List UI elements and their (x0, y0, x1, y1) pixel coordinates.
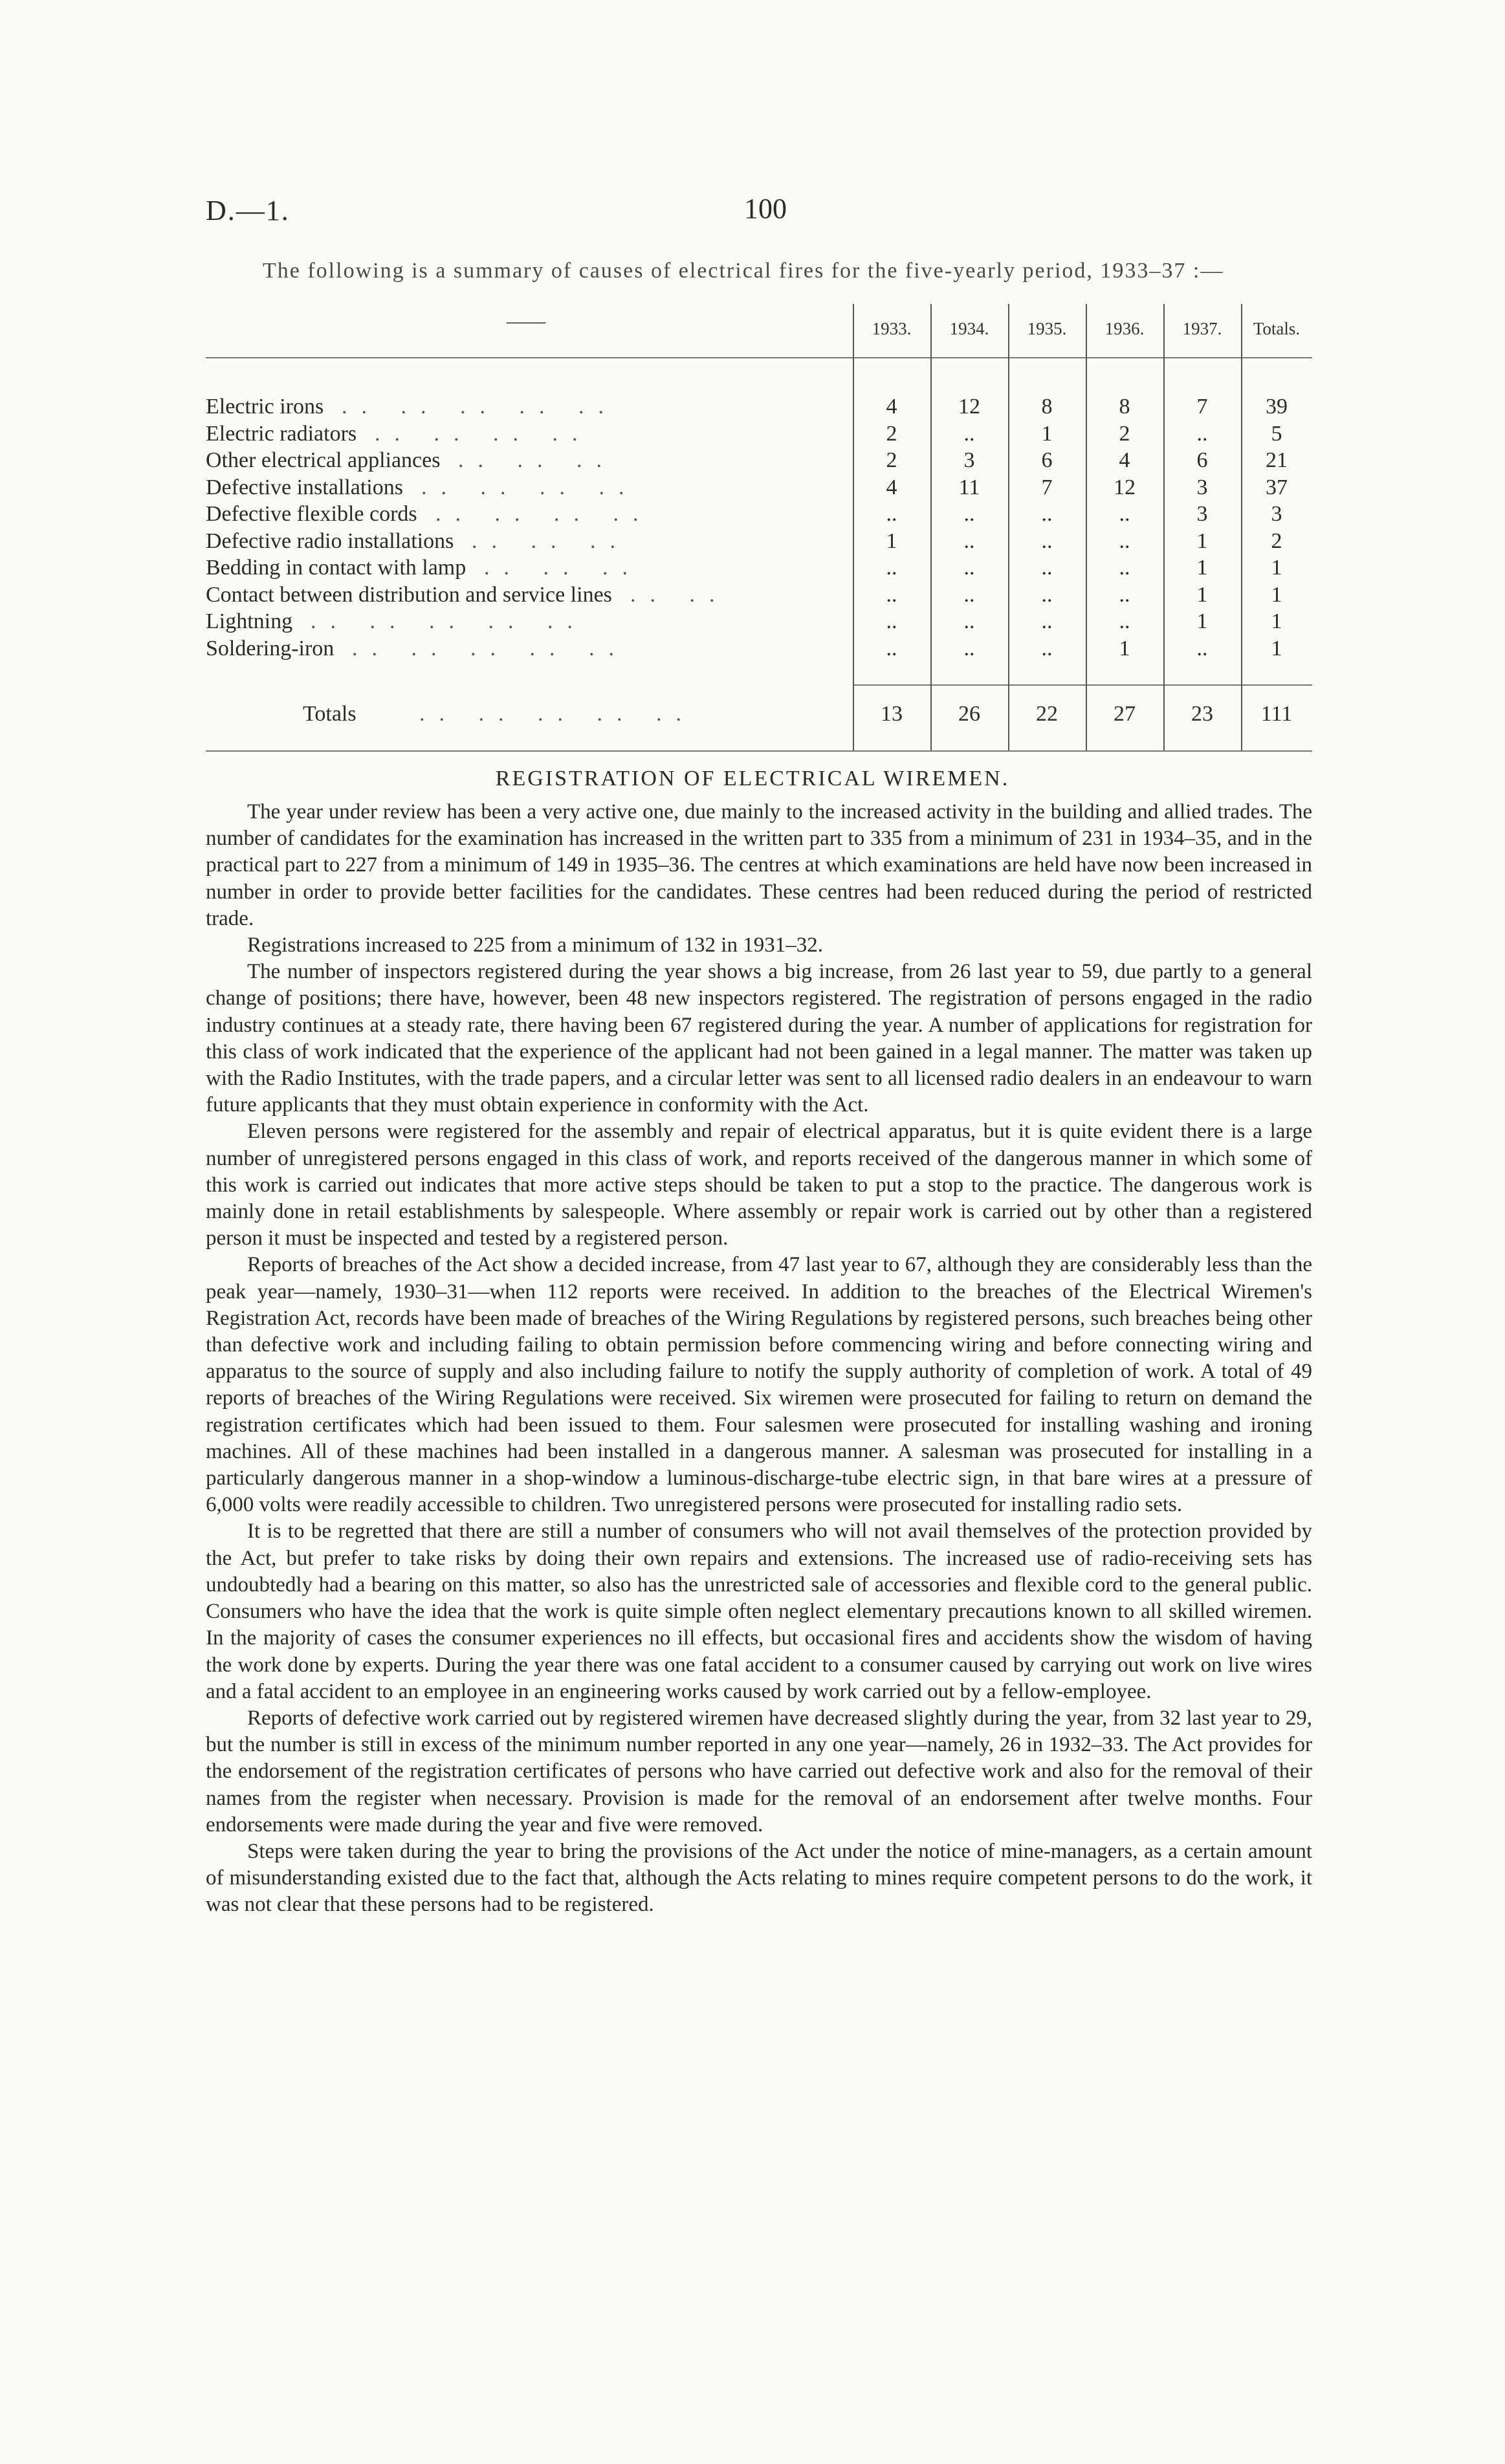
table-row (206, 637, 1312, 664)
row-label: Bedding in contact with lamp (206, 556, 467, 580)
table-cell: 3 (963, 448, 975, 472)
bottom-rule (206, 750, 1312, 752)
row-label: Electric radiators (206, 421, 357, 446)
row-label: Defective radio installations (206, 529, 454, 553)
table-row (206, 422, 1312, 449)
table-row (206, 609, 1312, 637)
table-cell: 7 (1196, 395, 1208, 419)
table-cell: 111 (1260, 702, 1293, 726)
table-row (206, 448, 1312, 475)
dot-leader: .. .. .. .. .. (342, 395, 618, 419)
table-cell: 3 (1196, 502, 1208, 526)
table-cell: 8 (1041, 395, 1053, 419)
table-cell: .. (1041, 556, 1053, 580)
table-cell: 1 (1196, 582, 1208, 607)
table-cell: .. (886, 609, 897, 633)
table-cell: 1 (1119, 636, 1130, 660)
table-row (206, 529, 1312, 556)
column-header: Totals. (1253, 319, 1301, 338)
column-header: 1936. (1104, 319, 1145, 338)
row-label: Contact between distribution and service lines (206, 582, 612, 607)
section-title: REGISTRATION OF ELECTRICAL WIREMEN. (495, 767, 1010, 790)
table-cell: 13 (881, 702, 903, 726)
table-cell: .. (1119, 556, 1130, 580)
table-cell: 8 (1119, 395, 1130, 419)
paragraph: Registrations increased to 225 from a minimum of 132 in 1931–32. (247, 933, 823, 957)
table-cell: .. (1196, 421, 1208, 446)
dot-leader: .. .. .. (458, 448, 616, 472)
row-label: Defective flexible cords (206, 502, 417, 526)
table-cell: .. (1119, 529, 1130, 553)
table-cell: .. (963, 582, 975, 607)
table-cell: .. (1041, 609, 1053, 633)
dot-leader: .. .. .. .. .. (419, 702, 696, 726)
table-cell: 1 (1271, 609, 1282, 633)
table-cell: .. (886, 582, 897, 607)
table-cell: 5 (1271, 421, 1282, 446)
table-row (206, 475, 1312, 503)
table-cell: 2 (886, 448, 897, 472)
paragraph: Steps were taken during the year to bring the provisions of the Act under the notice of mine-managers, as a certain amount of misunderstanding existed due to the fact that, although the Acts relating to mines require competent persons to do the work, it was not clear that these persons had to be registered. (206, 1839, 1312, 1917)
table-cell: 4 (886, 395, 897, 419)
row-label: Other electrical appliances (206, 448, 441, 472)
totals-label: Totals (303, 702, 357, 726)
table-cell: .. (1119, 582, 1130, 607)
dot-leader: .. .. .. (472, 529, 630, 553)
totals-row (206, 702, 1312, 729)
totals-rule (853, 684, 1312, 686)
page-number: 100 (744, 193, 787, 224)
table-cell: 2 (1271, 529, 1282, 553)
table-cell: .. (1041, 529, 1053, 553)
paragraph: Eleven persons were registered for the assembly and repair of electrical apparatus, but it is quite evident there is a large number of unregistered persons engaged in this class of work, and reports received of the dangerous manner in which some of this work is carried out indicates that more active steps should be taken to put a stop to the practice. The dangerous work is mainly done in retail establishments by salespeople. Where assembly or repair work is carried out by other than a registered person it must be inspected and tested by a registered person. (206, 1120, 1312, 1250)
dot-leader: .. .. .. .. .. (352, 636, 628, 660)
table-cell: 23 (1191, 702, 1213, 726)
electrical-fires-table (206, 304, 1312, 757)
table-row (206, 583, 1312, 610)
table-cell: .. (963, 636, 975, 660)
table-cell: 1 (886, 529, 897, 553)
table-row (206, 556, 1312, 583)
table-cell: .. (1119, 502, 1130, 526)
stub-header: —— (507, 311, 545, 332)
table-intro: The following is a summary of causes of electrical fires for the five-yearly period, 1933–37 :— (263, 259, 1224, 283)
table-cell: 4 (886, 475, 897, 499)
table-cell: .. (1119, 609, 1130, 633)
dot-leader: .. .. (630, 582, 729, 607)
table-cell: .. (886, 502, 897, 526)
table-cell: 3 (1271, 502, 1282, 526)
table-cell: .. (963, 609, 975, 633)
table-cell: 6 (1041, 448, 1053, 472)
table-cell: 12 (1114, 475, 1136, 499)
paragraph: It is to be regretted that there are still a number of consumers who will not avail themselves of the protection provided by the Act, but prefer to take risks by doing their own repairs and extensions. The increased use of radio-receiving sets has undoubtedly had a bearing on this matter, so also has the unrestricted sale of accessories and flexible cord to the general public. Consumers who have the idea that the work is quite simple often neglect elementary precautions known to all skilled wiremen. In the majority of cases the consumer experiences no ill effects, but occasional fires and accidents show the wisdom of having the work done by experts. During the year there was one fatal accident to a consumer caused by carrying out work on live wires and a fatal accident to an employee in an engineering works caused by work carried out by a fellow-employee. (206, 1520, 1312, 1703)
table-cell: 22 (1036, 702, 1058, 726)
table-cell: 21 (1266, 448, 1288, 472)
table-cell: 1 (1196, 529, 1208, 553)
section-body (206, 799, 1312, 1919)
table-cell: 37 (1266, 475, 1288, 499)
dot-leader: .. .. .. .. (421, 475, 639, 499)
header-rule (206, 357, 1312, 358)
table-cell: 39 (1266, 395, 1288, 419)
row-label: Lightning (206, 609, 293, 633)
table-cell: 4 (1119, 448, 1130, 472)
table-cell: 3 (1196, 475, 1208, 499)
table-cell: .. (963, 556, 975, 580)
table-row (206, 502, 1312, 529)
table-cell: .. (963, 502, 975, 526)
table-cell: 2 (886, 421, 897, 446)
column-header: 1937. (1182, 319, 1222, 338)
paragraph: Reports of defective work carried out by registered wiremen have decreased slightly during the year, from 32 last year to 29, but the number is still in excess of the minimum number reported in any one year—namely, 26 in 1932–33. The Act provides for the endorsement of the registration certificates of persons who have carried out defective work and also for the removal of their names from the register when necessary. Provision is made for the removal of an endorsement after twelve months. Four endorsements were made during the year and five were removed. (206, 1706, 1312, 1837)
table-row (206, 395, 1312, 422)
table-cell: 1 (1196, 609, 1208, 633)
paragraph: The number of inspectors registered during the year shows a big increase, from 26 last year to 59, due partly to a general change of positions; there have, however, been 48 new inspectors registered. The registration of persons engaged in the radio industry continues at a steady rate, there having been 67 registered during the year. A number of applications for registration for this class of work indicated that the experience of the applicant had not been gained in a legal manner. The matter was taken up with the Radio Institutes, with the trade papers, and a circular letter was sent to all licensed radio dealers in an endeavour to warn future applicants that they must obtain experience in conformity with the Act. (206, 960, 1312, 1117)
table-cell: 7 (1041, 475, 1053, 499)
table-cell: .. (1041, 636, 1053, 660)
table-cell: 1 (1271, 556, 1282, 580)
row-label: Electric irons (206, 395, 324, 419)
table-cell: .. (1041, 502, 1053, 526)
dot-leader: .. .. .. .. (435, 502, 653, 526)
dot-leader: .. .. .. (484, 556, 642, 580)
dot-leader: .. .. .. .. (375, 421, 592, 446)
table-cell: 1 (1271, 636, 1282, 660)
table-cell: .. (1196, 636, 1208, 660)
table-cell: 1 (1041, 421, 1053, 446)
paragraph: The year under review has been a very active one, due mainly to the increased activity in the building and allied trades. The number of candidates for the examination has increased in the written part to 335 from a minimum of 231 in 1934–35, and in the practical part to 227 from a minimum of 149 in 1935–36. The centres at which examinations are held have now been increased in number in order to provide better facilities for the candidates. These centres had been reduced during the period of restricted trade. (206, 800, 1312, 930)
table-cell: 2 (1119, 421, 1130, 446)
table-cell: 6 (1196, 448, 1208, 472)
column-header: 1934. (949, 319, 989, 338)
document-reference: D.—1. (206, 195, 290, 226)
paragraph: Reports of breaches of the Act show a decided increase, from 47 last year to 67, although they are considerably less than the peak year—namely, 1930–31—when 112 reports were received. In addition to the breaches of the Electrical Wiremen's Registration Act, records have been made of breaches of the Wiring Regulations by registered persons, such breaches being other than defective work and including failing to obtain permission before commencing wiring and before connecting wiring and apparatus to the source of supply and also including failure to notify the supply authority of completion of work. A total of 49 reports of breaches of the Wiring Regulations were received. Six wiremen were prosecuted for failing to return on demand the registration certificates which had been issued to them. Four salesmen were prosecuted for installing washing and ironing machines. All of these machines had been installed in a dangerous manner. A salesman was prosecuted for installing in a particularly dangerous manner in a shop-window a luminous-discharge-tube electric sign, in that bare wires at a pressure of 6,000 volts were readily accessible to children. Two unregistered persons were prosecuted for installing radio sets. (206, 1253, 1312, 1517)
row-label: Defective installations (206, 475, 403, 499)
table-cell: .. (963, 529, 975, 553)
table-cell: 11 (958, 475, 980, 499)
column-header: 1933. (872, 319, 912, 338)
dot-leader: .. .. .. .. .. (311, 609, 587, 633)
table-cell: .. (886, 556, 897, 580)
table-cell: .. (1041, 582, 1053, 607)
table-cell: .. (963, 421, 975, 446)
column-header: 1935. (1027, 319, 1067, 338)
table-cell: .. (886, 636, 897, 660)
table-cell: 26 (958, 702, 980, 726)
table-cell: 1 (1271, 582, 1282, 607)
row-label: Soldering-iron (206, 636, 335, 660)
table-cell: 1 (1196, 556, 1208, 580)
table-cell: 27 (1114, 702, 1136, 726)
table-cell: 12 (958, 395, 980, 419)
